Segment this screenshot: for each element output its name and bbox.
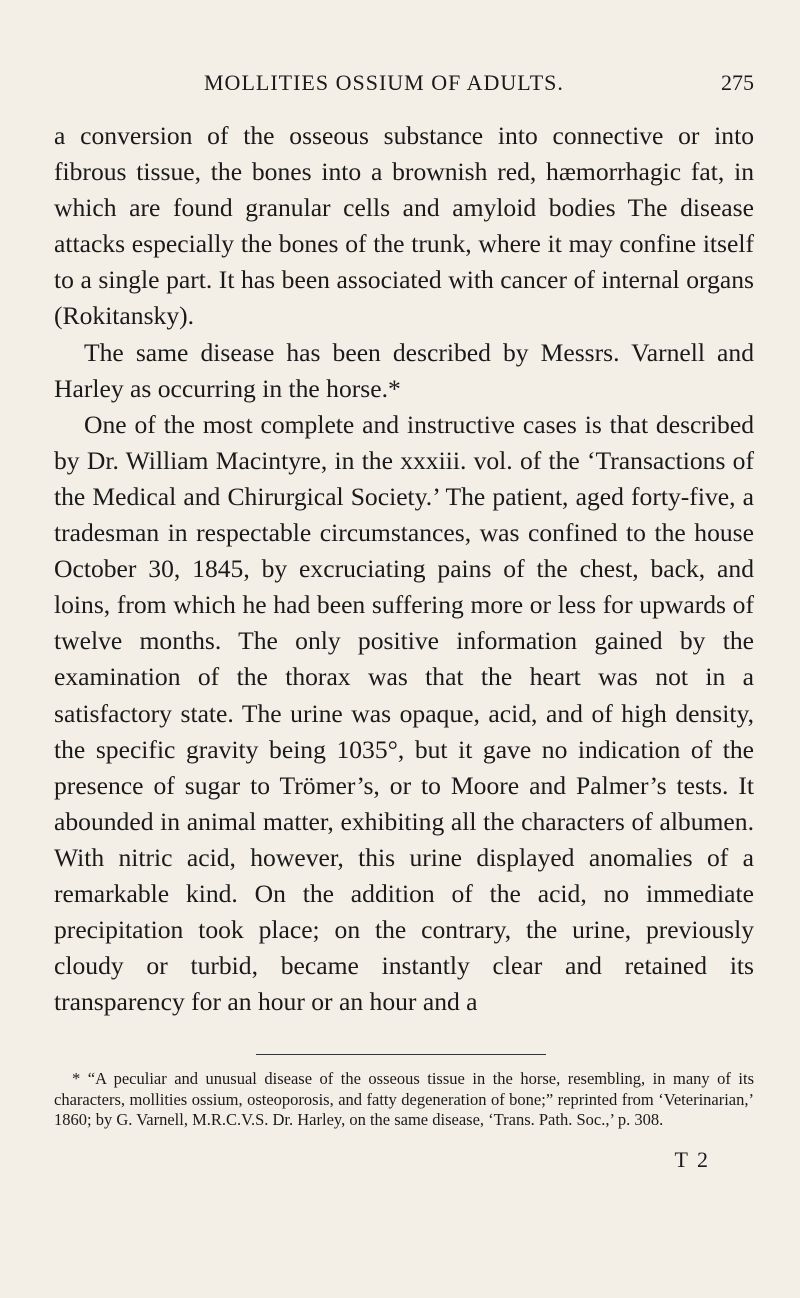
book-page	[54, 70, 754, 1173]
footnote-divider	[256, 1054, 546, 1055]
page-number: 275	[721, 70, 754, 95]
signature-mark: T 2	[674, 1147, 710, 1173]
footnote: * “A peculiar and unusual disease of the osseous tissue in the horse, resembling, in many of its characters, mollities ossium, osteoporosis, and fatty degeneration of bone;” reprinted from ‘Veterinarian,’ 1860; by G. Varnell, M.R.C.V.S. Dr. Harley, on the same disease, ‘Trans. Path. Soc.,’ p. 308.	[54, 1069, 754, 1130]
paragraph: One of the most complete and instructive cases is that described by Dr. William Macintyre, in the xxxiii. vol. of the ‘Transactions of the Medical and Chirurgical Society.’ The patient, aged forty-five, a tradesman in respectable circumstances, was confined to the house October 30, 1845, by excruciating pains of the chest, back, and loins, from which he had been suffering more or less for upwards of twelve months. The only positive information gained by the examination of the thorax was that the heart was not in a satisfactory state. The urine was opaque, acid, and of high density, the specific gravity being 1035°, but it gave no indication of the presence of sugar to Trömer’s, or to Moore and Palmer’s tests. It abounded in animal matter, exhibiting all the characters of albumen. With nitric acid, however, this urine displayed anomalies of a remarkable kind. On the addition of the acid, no immediate precipitation took place; on the contrary, the urine, previously cloudy or turbid, became instantly clear and retained its transparency for an hour or an hour and a	[54, 409, 754, 1017]
paragraph: The same disease has been described by Messrs. Varnell and Harley as occurring in the horse.*	[54, 337, 754, 403]
running-title: MOLLITIES OSSIUM OF ADULTS.	[204, 70, 564, 95]
paragraph: a conversion of the osseous substance into connective or into fibrous tissue, the bones into a brownish red, hæmorrhagic fat, in which are found granular cells and amyloid bodies The disease attacks especially the bones of the trunk, where it may confine itself to a single part. It has been associated with cancer of internal organs (Rokitansky).	[54, 121, 754, 331]
body-text	[54, 118, 754, 1020]
running-head	[204, 70, 754, 96]
